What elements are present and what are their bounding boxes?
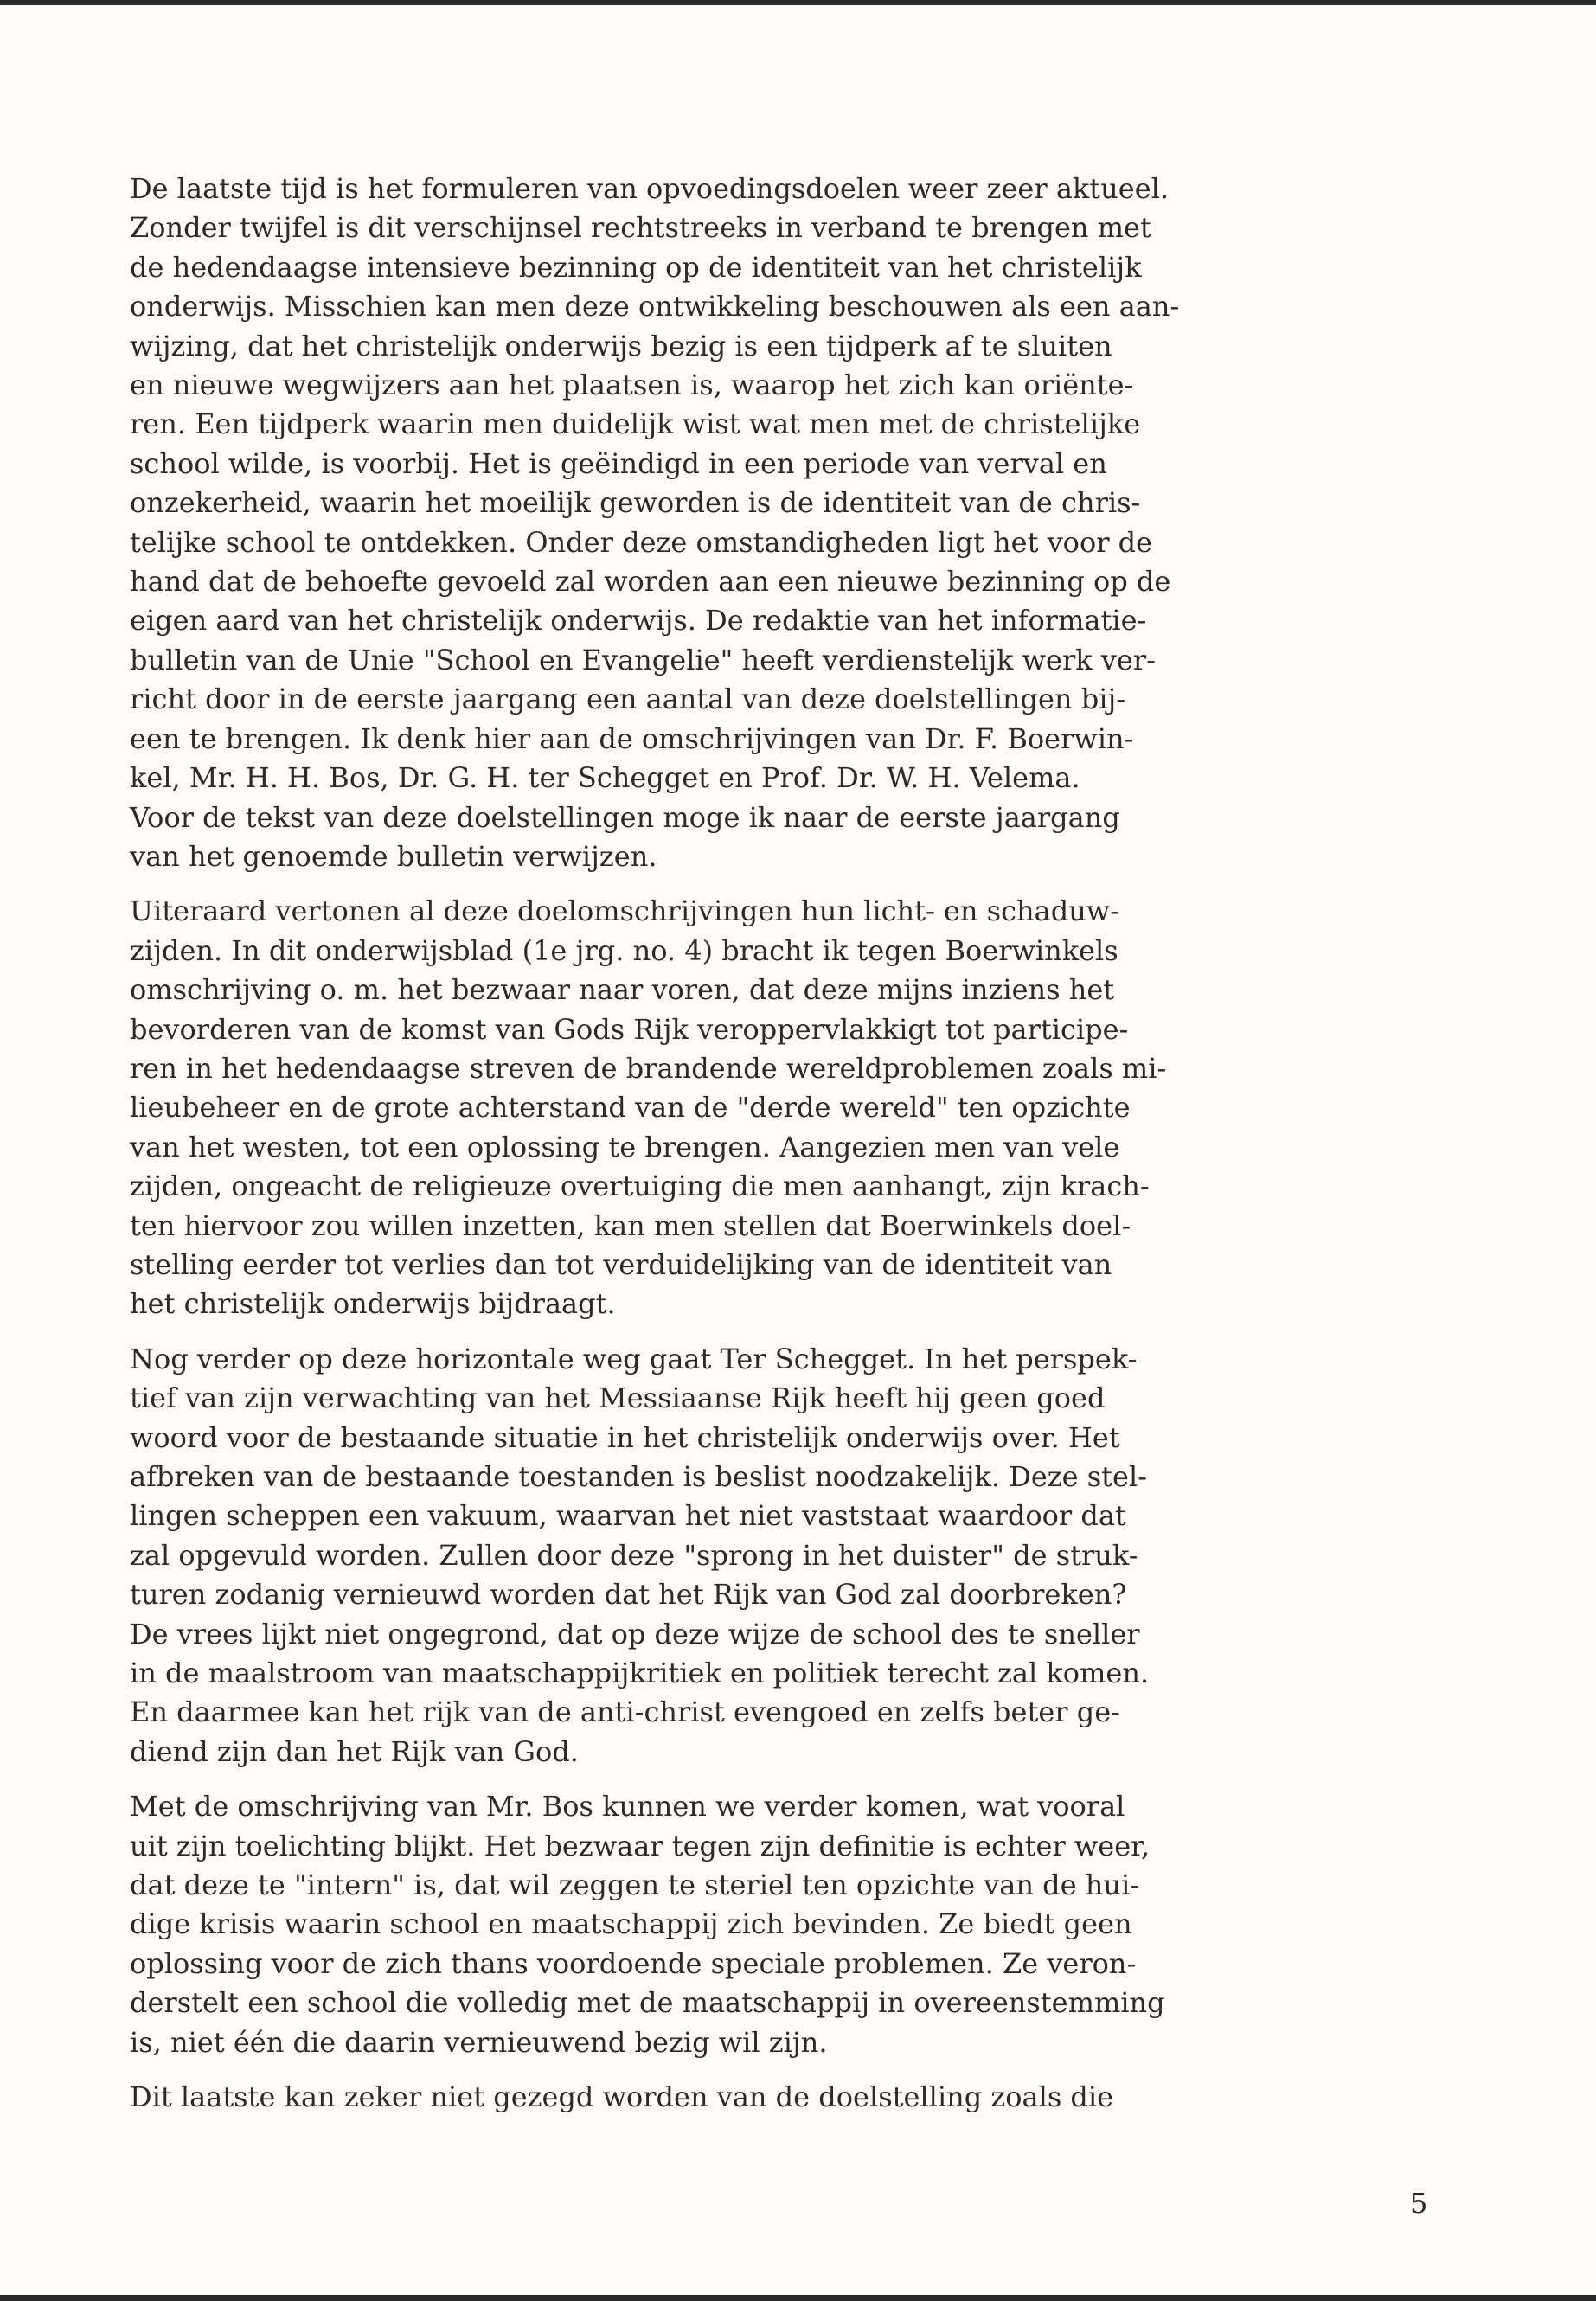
text-line: turen zodanig vernieuwd worden dat het Rijk van God zal doorbreken? — [130, 1578, 1127, 1612]
text-line: bevorderen van de komst van Gods Rijk veroppervlakkigt tot participe- — [130, 1012, 1129, 1046]
text-line: in de maalstroom van maatschappijkritiek en politiek terecht zal komen. — [130, 1657, 1150, 1690]
body-text — [130, 170, 1453, 2133]
text-line: school wilde, is voorbij. Het is geëindigd in een periode van verval en — [130, 446, 1107, 480]
text-line: oplossing voor de zich thans voordoende speciale problemen. Ze veron- — [130, 1946, 1137, 1980]
paragraph — [130, 1340, 1453, 1772]
paragraph — [130, 1787, 1453, 2062]
text-line: Uiteraard vertonen al deze doelomschrijvingen hun licht- en schaduw- — [130, 894, 1119, 928]
text-line: onzekerheid, waarin het moeilijk geworden is de identiteit van de chris- — [130, 486, 1141, 520]
paragraph — [130, 892, 1453, 1324]
text-line: woord voor de bestaande situatie in het christelijk onderwijs over. Het — [130, 1420, 1120, 1454]
text-line: derstelt een school die volledig met de maatschappij in overeenstemming — [130, 1986, 1165, 2020]
text-line: van het westen, tot een oplossing te brengen. Aangezien men van vele — [130, 1130, 1120, 1163]
text-line: tief van zijn verwachting van het Messiaanse Rijk heeft hij geen goed — [130, 1381, 1106, 1415]
paragraph — [130, 170, 1453, 876]
text-line: eigen aard van het christelijk onderwijs. De redaktie van het informatie- — [130, 604, 1147, 638]
text-line: diend zijn dan het Rijk van God. — [130, 1734, 579, 1768]
text-line: zijden. In dit onderwijsblad (1e jrg. no. 4) bracht ik tegen Boerwinkels — [130, 933, 1118, 967]
text-line: en nieuwe wegwijzers aan het plaatsen is, waarop het zich kan oriënte- — [130, 369, 1134, 402]
text-line: richt door in de eerste jaargang een aantal van deze doelstellingen bij- — [130, 683, 1126, 716]
text-line: telijke school te ontdekken. Onder deze omstandigheden ligt het voor de — [130, 525, 1153, 559]
text-line: wijzing, dat het christelijk onderwijs bezig is een tijdperk af te sluiten — [130, 329, 1112, 362]
text-line: Nog verder op deze horizontale weg gaat Ter Schegget. In het perspek- — [130, 1342, 1138, 1375]
text-line: onderwijs. Misschien kan men deze ontwikkeling beschouwen als een aan- — [130, 290, 1180, 324]
text-line: zal opgevuld worden. Zullen door deze "sprong in het duister" de struk- — [130, 1538, 1138, 1572]
text-line: dat deze te "intern" is, dat wil zeggen te steriel ten opzichte van de hui- — [130, 1868, 1139, 1902]
text-line: van het genoemde bulletin verwijzen. — [130, 839, 657, 873]
text-line: Zonder twijfel is dit verschijnsel rechtstreeks in verband te brengen met — [130, 211, 1151, 245]
text-line: kel, Mr. H. H. Bos, Dr. G. H. ter Schegget en Prof. Dr. W. H. Velema. — [130, 761, 1080, 795]
text-line: dige krisis waarin school en maatschappij zich bevinden. Ze biedt geen — [130, 1907, 1132, 1941]
text-line: hand dat de behoefte gevoeld zal worden aan een nieuwe bezinning op de — [130, 565, 1171, 599]
text-line: Dit laatste kan zeker niet gezegd worden van de doelstelling zoals die — [130, 2080, 1114, 2114]
text-line: een te brengen. Ik denk hier aan de omschrijvingen van Dr. F. Boerwin- — [130, 721, 1134, 755]
text-line: Voor de tekst van deze doelstellingen moge ik naar de eerste jaargang — [130, 800, 1120, 834]
text-line: omschrijving o. m. het bezwaar naar voren, dat deze mijns inziens het — [130, 973, 1115, 1007]
text-line: ren in het hedendaagse streven de brandende wereldproblemen zoals mi- — [130, 1051, 1167, 1085]
text-line: De vrees lijkt niet ongegrond, dat op deze wijze de school des te sneller — [130, 1617, 1140, 1650]
paragraph — [130, 2078, 1453, 2117]
text-line: zijden, ongeacht de religieuze overtuiging die men aanhangt, zijn krach- — [130, 1170, 1150, 1203]
text-line: bulletin van de Unie "School en Evangelie" heeft verdienstelijk werk ver- — [130, 643, 1156, 676]
text-line: uit zijn toelichting blijkt. Het bezwaar tegen zijn definitie is echter weer, — [130, 1829, 1151, 1862]
page-number: 5 — [1410, 2187, 1428, 2220]
text-line: En daarmee kan het rijk van de anti-christ evengoed en zelfs beter ge- — [130, 1695, 1120, 1729]
text-line: Met de omschrijving van Mr. Bos kunnen we verder komen, wat vooral — [130, 1790, 1125, 1823]
text-line: ten hiervoor zou willen inzetten, kan men stellen dat Boerwinkels doel- — [130, 1208, 1131, 1242]
text-line: het christelijk onderwijs bijdraagt. — [130, 1287, 616, 1321]
text-line: lingen scheppen een vakuum, waarvan het niet vaststaat waardoor dat — [130, 1499, 1126, 1533]
text-line: ren. Een tijdperk waarin men duidelijk wist wat men met de christelijke — [130, 407, 1141, 441]
text-line: de hedendaagse intensieve bezinning op de identiteit van het christelijk — [130, 250, 1142, 284]
text-line: De laatste tijd is het formuleren van opvoedingsdoelen weer zeer aktueel. — [130, 172, 1170, 205]
text-line: stelling eerder tot verlies dan tot verduidelijking van de identiteit van — [130, 1247, 1112, 1281]
text-line: afbreken van de bestaande toestanden is beslist noodzakelijk. Deze stel- — [130, 1460, 1148, 1493]
text-line: is, niet één die daarin vernieuwend bezig wil zijn. — [130, 2025, 828, 2059]
text-line: lieubeheer en de grote achterstand van de "derde wereld" ten opzichte — [130, 1091, 1131, 1125]
